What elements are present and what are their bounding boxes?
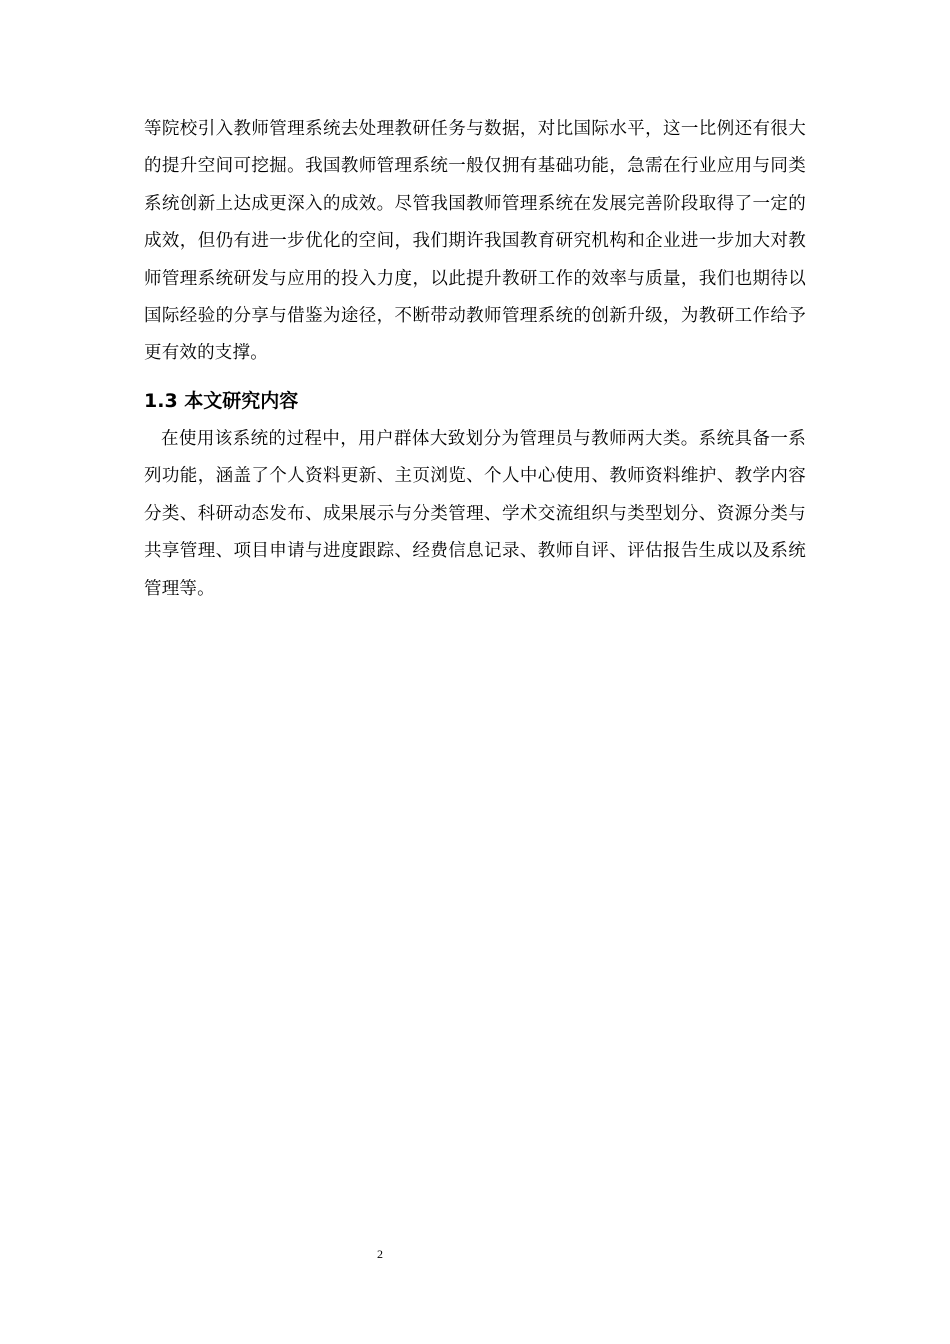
page-number: 2 xyxy=(377,1247,383,1261)
body-paragraph-2: 在使用该系统的过程中，用户群体大致划分为管理员与教师两大类。系统具备一系列功能，涵盖了个人资料更新、主页浏览、个人中心使用、教师资料维护、教学内容分类、科研动态发布、成果展示与分类管理、学术交流组织与类型划分、资源分类与共享管理、项目申请与进度跟踪、经费信息记录、教师自评、评估报告生成以及系统管理等。 xyxy=(144,429,806,599)
body-paragraph-1: 等院校引入教师管理系统去处理教研任务与数据，对比国际水平，这一比例还有很大的提升空间可挖掘。我国教师管理系统一般仅拥有基础功能，急需在行业应用与同类系统创新上达成更深入的成效。尽管我国教师管理系统在发展完善阶段取得了一定的成效，但仍有进一步优化的空间，我们期许我国教育研究机构和企业进一步加大对教师管理系统研发与应用的投入力度，以此提升教研工作的效率与质量，我们也期待以国际经验的分享与借鉴为途径，不断带动教师管理系统的创新升级，为教研工作给予更有效的支撑。 xyxy=(144,119,806,364)
section-heading: 1.3 本文研究内容 xyxy=(144,390,299,412)
